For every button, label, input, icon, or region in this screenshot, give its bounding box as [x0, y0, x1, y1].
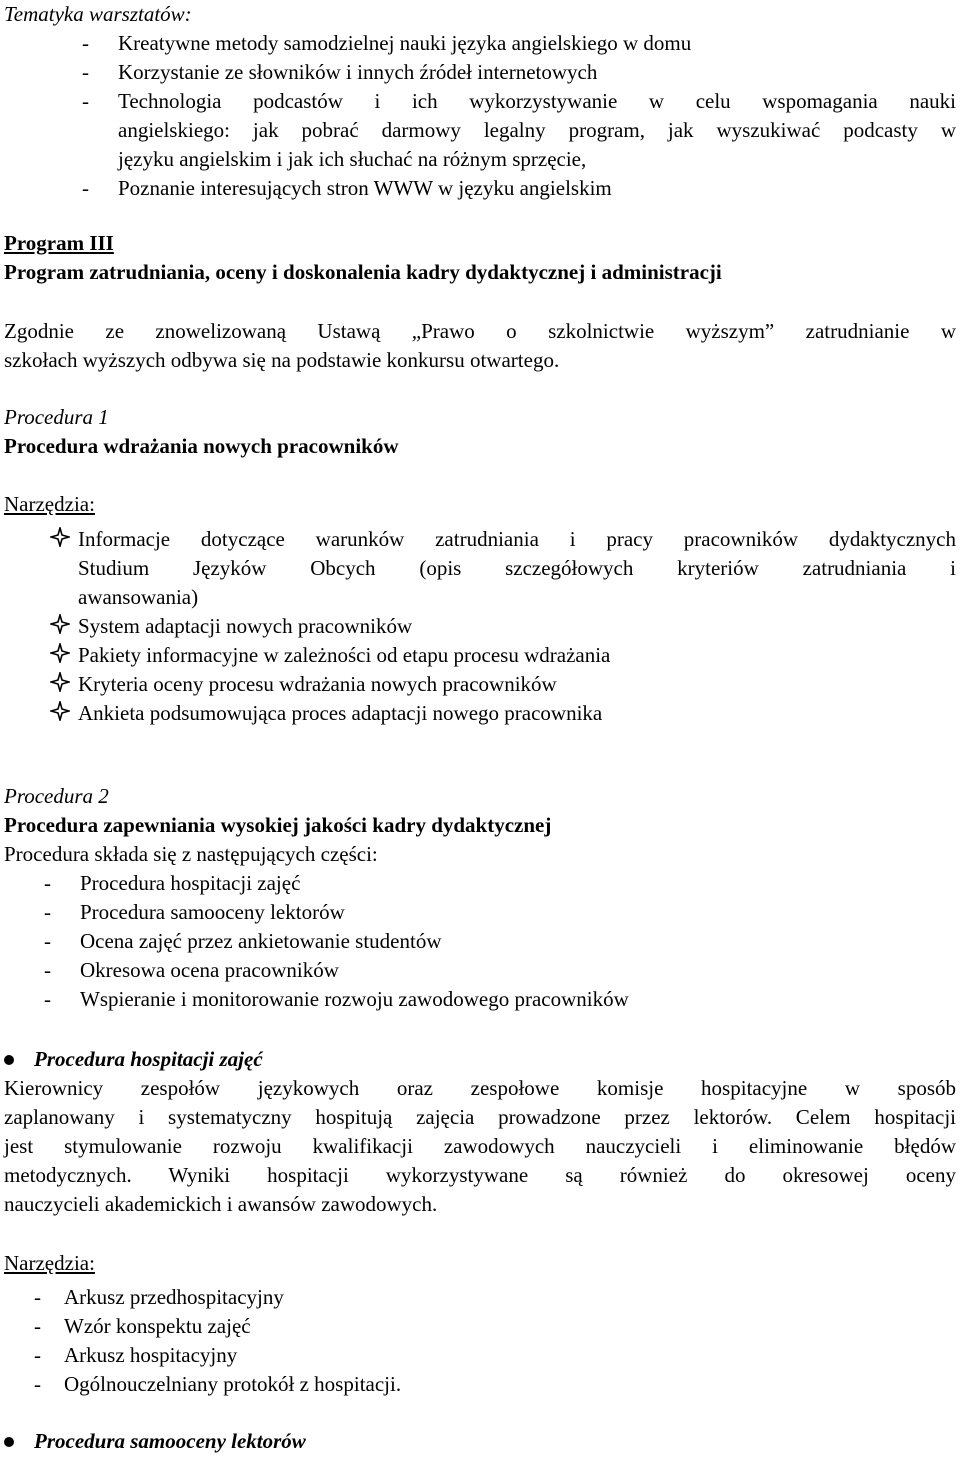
list-item-text: Arkusz hospitacyjny	[64, 1343, 238, 1367]
tools-label: Narzędzia:	[4, 1251, 95, 1275]
list-item-text: języku angielskim i jak ich słuchać na różnym sprzęcie,	[118, 147, 587, 171]
list-item-text: Poznanie interesujących stron WWW w języku angielskim	[118, 176, 612, 200]
dash-marker: -	[34, 1285, 41, 1309]
list-item-text: Informacje dotyczące warunków zatrudniania i pracy pracowników dydaktycznych	[78, 527, 956, 551]
section-bullet-heading	[4, 1045, 956, 1074]
list-item	[4, 612, 956, 641]
dash-marker: -	[44, 987, 51, 1011]
list-item-text: Ocena zajęć przez ankietowanie studentów	[80, 929, 442, 953]
paragraph-line: zaplanowany i systematyczny hospitują zajęcia prowadzone przez lektorów. Celem hospitacji	[4, 1105, 956, 1129]
list-item-text: Kryteria oceny procesu wdrażania nowych pracowników	[78, 672, 557, 696]
workshop-topics-heading: Tematyka warsztatów:	[4, 2, 192, 26]
paragraph-line: jest stymulowanie rozwoju kwalifikacji zawodowych nauczycieli i eliminowanie błędów	[4, 1134, 956, 1158]
list-item	[4, 58, 956, 87]
diamond-star-icon	[50, 643, 70, 663]
program-label: Program III	[4, 231, 114, 255]
list-item-text: Procedura samooceny lektorów	[80, 900, 345, 924]
procedure-title: Procedura zapewniania wysokiej jakości kadry dydaktycznej	[4, 813, 552, 837]
dash-marker: -	[82, 31, 89, 55]
list-item-text: Wspieranie i monitorowanie rozwoju zawodowego pracowników	[80, 987, 629, 1011]
paragraph-line: Kierownicy zespołów językowych oraz zespołowe komisje hospitacyjne w sposób	[4, 1076, 956, 1100]
list-item	[4, 927, 956, 956]
procedure-2-section	[4, 782, 956, 1014]
dash-marker: -	[44, 958, 51, 982]
paragraph-line: nauczycieli akademickich i awansów zawodowych.	[4, 1192, 438, 1216]
list-item	[4, 898, 956, 927]
workshop-topics-section	[4, 0, 956, 203]
paragraph-line: Zgodnie ze znowelizowaną Ustawą „Prawo o szkolnictwie wyższym” zatrudnianie w	[4, 319, 956, 343]
list-item-text: Ankieta podsumowująca proces adaptacji nowego pracownika	[78, 701, 603, 725]
list-item	[4, 1312, 956, 1341]
dash-marker: -	[44, 929, 51, 953]
procedure-label: Procedura 2	[4, 784, 109, 808]
list-item-text: Kreatywne metody samodzielnej nauki języka angielskiego w domu	[118, 31, 692, 55]
list-item	[4, 641, 956, 670]
list-item	[4, 956, 956, 985]
paragraph-line: metodycznych. Wyniki hospitacji wykorzystywane są również do okresowej oceny	[4, 1163, 956, 1187]
procedure-intro: Procedura składa się z następujących części:	[4, 842, 378, 866]
list-item-text: Technologia podcastów i ich wykorzystywanie w celu wspomagania nauki	[118, 89, 956, 113]
program-title: Program zatrudniania, oceny i doskonalenia kadry dydaktycznej i administracji	[4, 260, 722, 284]
list-item-text: Procedura hospitacji zajęć	[80, 871, 301, 895]
list-item	[4, 699, 956, 728]
list-item-text: angielskiego: jak pobrać darmowy legalny program, jak wyszukiwać podcasty w	[118, 118, 956, 142]
workshop-topics-list	[4, 29, 956, 203]
list-item	[4, 670, 956, 699]
section-title: Procedura hospitacji zajęć	[34, 1047, 263, 1071]
dash-marker: -	[82, 60, 89, 84]
dash-marker: -	[44, 871, 51, 895]
procedure-1-section	[4, 403, 956, 461]
procedure-label: Procedura 1	[4, 405, 109, 429]
procedure-parts-list	[4, 869, 956, 1014]
diamond-star-icon	[50, 701, 70, 721]
program-3-section	[4, 229, 956, 287]
list-item-text: Wzór konspektu zajęć	[64, 1314, 251, 1338]
dash-marker: -	[82, 176, 89, 200]
list-item	[4, 174, 956, 203]
list-item-text: awansowania)	[78, 585, 199, 609]
list-item-text: Korzystanie ze słowników i innych źródeł internetowych	[118, 60, 598, 84]
section-title: Procedura samooceny lektorów	[34, 1429, 306, 1453]
section-bullet-heading	[4, 1427, 956, 1456]
list-item	[4, 985, 956, 1014]
diamond-star-icon	[50, 527, 70, 547]
list-item	[4, 869, 956, 898]
dash-marker: -	[34, 1343, 41, 1367]
diamond-star-icon	[50, 614, 70, 634]
program-intro	[4, 317, 956, 375]
list-item-text: Ogólnouczelniany protokół z hospitacji.	[64, 1372, 402, 1396]
list-item-text: System adaptacji nowych pracowników	[78, 614, 413, 638]
list-item	[4, 29, 956, 58]
paragraph-line: szkołach wyższych odbywa się na podstawie konkursu otwartego.	[4, 348, 560, 372]
dash-marker: -	[44, 900, 51, 924]
list-item-text: Studium Języków Obcych (opis szczegółowych kryteriów zatrudniania i	[78, 556, 956, 580]
list-item	[4, 87, 956, 174]
bullet-dot-icon	[4, 1437, 14, 1447]
list-item	[4, 525, 956, 612]
dash-marker: -	[34, 1372, 41, 1396]
self-assessment-section	[4, 1427, 956, 1456]
dash-marker: -	[82, 89, 89, 113]
bullet-dot-icon	[4, 1055, 14, 1065]
hospitation-paragraph	[4, 1074, 956, 1219]
list-item	[4, 1370, 956, 1399]
tools-label: Narzędzia:	[4, 492, 95, 516]
dash-marker: -	[34, 1314, 41, 1338]
diamond-star-icon	[50, 672, 70, 692]
list-item-text: Arkusz przedhospitacyjny	[64, 1285, 284, 1309]
list-item-text: Pakiety informacyjne w zależności od etapu procesu wdrażania	[78, 643, 611, 667]
hospitation-tools	[4, 1249, 956, 1399]
list-item	[4, 1341, 956, 1370]
list-item-text: Okresowa ocena pracowników	[80, 958, 339, 982]
procedure-1-tools	[4, 490, 956, 728]
procedure-title: Procedura wdrażania nowych pracowników	[4, 434, 399, 458]
list-item	[4, 1283, 956, 1312]
hospitation-section	[4, 1045, 956, 1219]
